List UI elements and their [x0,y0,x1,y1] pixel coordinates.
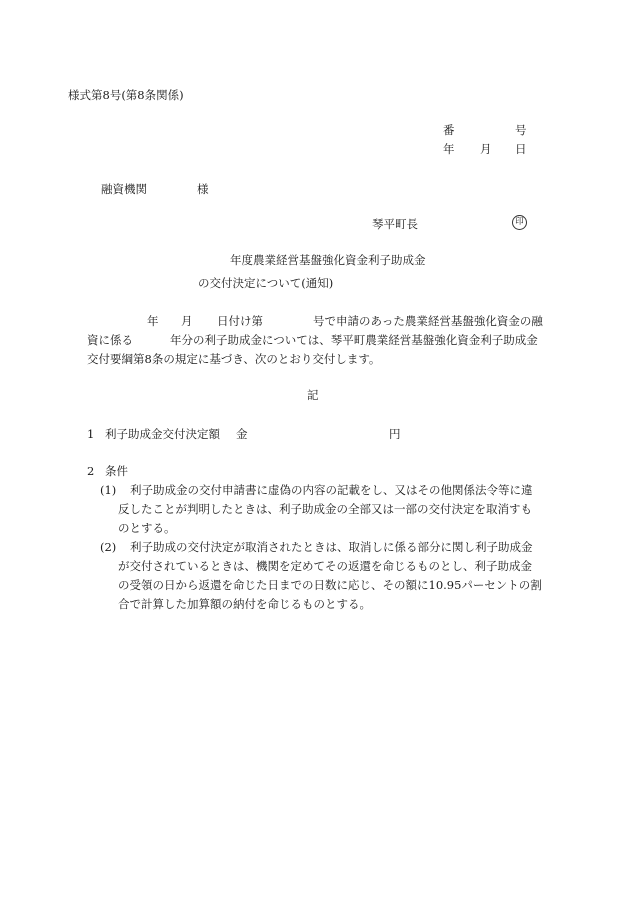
clause-2-line-4: 合で計算した加算額の納付を命じるものとする。 [118,597,371,611]
body-line-2b: 年分の利子助成金については、琴平町農業経営基盤強化資金利子助成金 [170,333,538,347]
clause-2-line-2: が交付されているときは、機関を定めてその返還を命じるものとし、利子助成金 [118,559,532,573]
clause-2-line-1: 利子助成の交付決定が取消されたときは、取消しに係る部分に関し利子助成金 [130,540,533,554]
body-dayref: 日付け第 [217,314,263,328]
item-1-kin: 金 [236,427,248,441]
item-2-label: 条件 [105,464,128,478]
date-year: 年 [443,142,455,156]
body-line-2a: 資に係る [87,333,133,347]
item-2-number: 2 [87,464,95,478]
body-line-3: 交付要綱第8条の規定に基づき、次のとおり交付します。 [87,352,381,366]
item-1-number: 1 [87,427,95,441]
sender-title: 琴平町長 [372,217,418,231]
clause-1-line-3: のとする。 [118,521,176,535]
clause-1-line-2: 反したことが判明したときは、利子助成金の全部又は一部の交付決定を取消すも [118,502,532,516]
ki-heading: 記 [307,388,319,402]
item-1-label: 利子助成金交付決定額 [105,427,220,441]
clause-2-line-3: の受領の日から返還を命じた日までの日数に応じ、その額に10.95パーセントの割 [118,578,542,592]
number-suffix: 号 [515,123,527,137]
date-day: 日 [515,142,527,156]
clause-1-line-1: 利子助成金の交付申請書に虚偽の内容の記載をし、又はその他関係法令等に違 [130,483,533,497]
clause-1-number: (1) [100,483,117,497]
clause-2-number: (2) [100,540,117,554]
number-label: 番 [443,123,455,137]
body-month: 月 [181,314,193,328]
item-1-yen: 円 [389,427,401,441]
form-number: 様式第8号(第8条関係) [68,88,184,102]
body-year: 年 [147,314,159,328]
title-line-1: 年度農業経営基盤強化資金利子助成金 [230,253,426,267]
recipient-name: 融資機関 [101,182,147,196]
seal-icon: 印 [512,215,527,230]
date-month: 月 [480,142,492,156]
recipient-suffix: 様 [197,182,209,196]
body-line-1-rest: 号で申請のあった農業経営基盤強化資金の融 [313,314,543,328]
title-line-2: の交付決定について(通知) [198,276,334,290]
